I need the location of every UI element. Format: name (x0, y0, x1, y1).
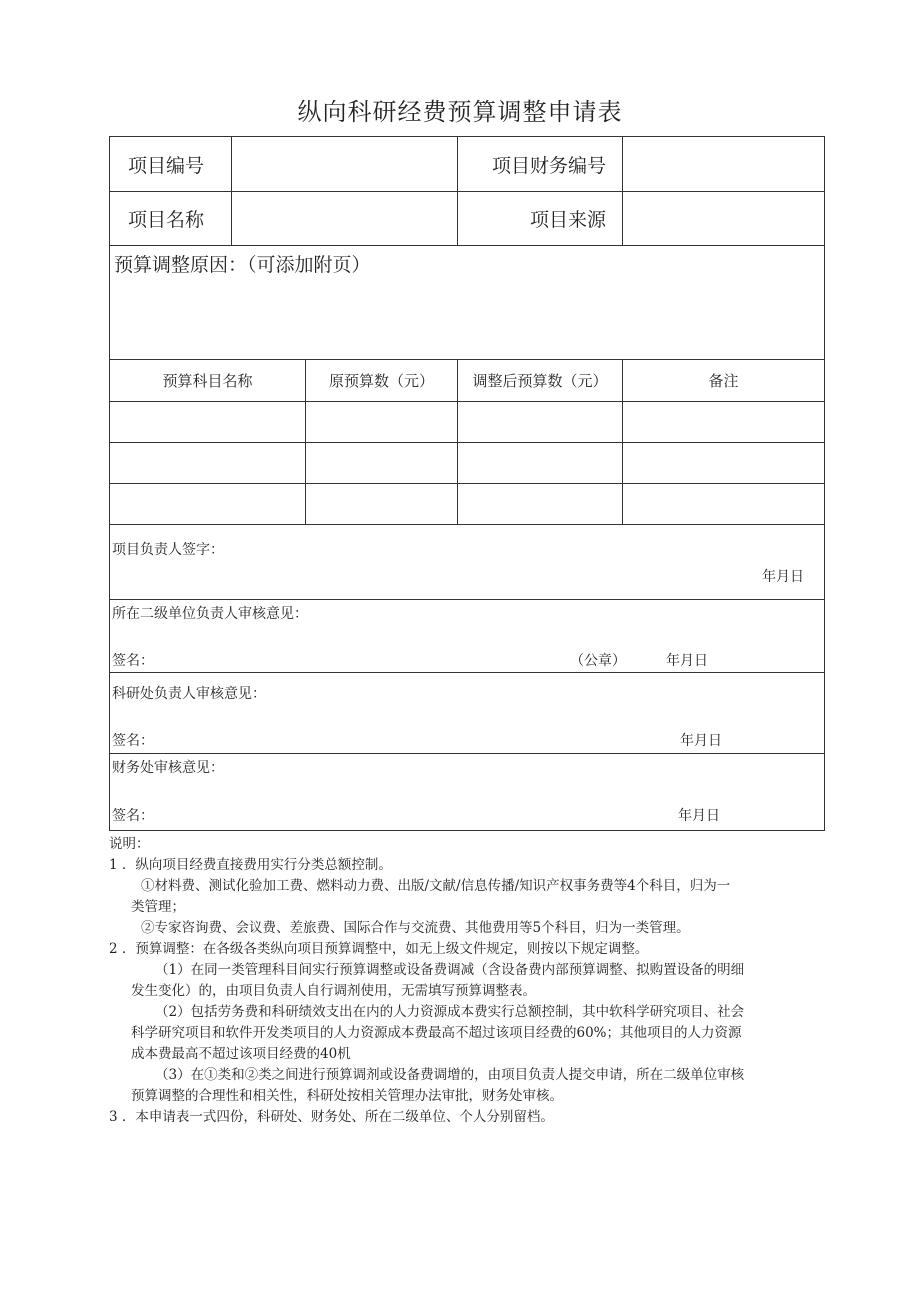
note-line: ②专家咨询费、会议费、差旅费、国际合作与交流费、其他费用等5个科目，归为一类管理。 (141, 920, 690, 936)
finance-sign-label: 签名： (112, 808, 154, 824)
reason-label: 预算调整原因：（可添加附页） (114, 254, 371, 276)
row1-original-cell[interactable] (306, 402, 458, 443)
row1-adjusted-cell[interactable] (458, 402, 623, 443)
row3-item-cell[interactable] (110, 484, 306, 525)
table-row (110, 484, 825, 525)
application-form-table (109, 136, 825, 831)
row3-adjusted-cell[interactable] (458, 484, 623, 525)
note-line: （3）在①类和②类之间进行预算调剂或设备费调增的，由项目负责人提交申请，所在二级单位审核 (155, 1067, 745, 1083)
finance-date: 年月日 (678, 808, 720, 824)
row2-original-cell[interactable] (306, 443, 458, 484)
col-header-item: 预算科目名称 (110, 360, 306, 402)
note-line: （2）包括劳务费和科研绩效支出在内的人力资源成本费实行总额控制，其中软科学研究项目、社会 (155, 1004, 745, 1020)
note-line: 发生变化）的，由项目负责人自行调剂使用，无需填写预算调整表。 (131, 983, 536, 999)
dept-date: 年月日 (666, 653, 708, 669)
finance-review-label: 财务处审核意见： (112, 760, 224, 776)
finance-review-section[interactable] (110, 754, 825, 831)
note-line: 科学研究项目和软件开发类项目的人力资源成本费最高不超过该项目经费的60%；其他项目的人力资源 (131, 1025, 742, 1041)
note-line: 3 ．本申请表一式四份，科研处、财务处、所在二级单位、个人分别留档。 (109, 1109, 554, 1125)
leader-signature-section[interactable] (110, 525, 825, 600)
row2-adjusted-cell[interactable] (458, 443, 623, 484)
note-line: 类管理； (131, 899, 185, 915)
table-row (110, 402, 825, 443)
note-line: 成本费最高不超过该项目经费的40机 (131, 1046, 351, 1062)
research-date: 年月日 (680, 733, 722, 749)
row3-remark-cell[interactable] (623, 484, 825, 525)
research-review-label: 科研处负责人审核意见： (112, 686, 266, 702)
col-header-remark: 备注 (623, 360, 825, 402)
project-name-label: 项目名称 (110, 192, 232, 246)
col-header-original: 原预算数（元） (306, 360, 458, 402)
dept-seal-label: （公章） (570, 653, 626, 669)
col-header-adjusted: 调整后预算数（元） (458, 360, 623, 402)
project-name-field[interactable] (232, 192, 458, 246)
notes-heading: 说明： (109, 836, 150, 852)
note-line: ①材料费、测试化验加工费、燃料动力费、出版/文献/信息传播/知识产权事务费等4个科目，归为一 (141, 878, 731, 894)
project-no-field[interactable] (232, 137, 458, 192)
note-line: （1）在同一类管理科目间实行预算调整或设备费调减（含设备费内部预算调整、拟购置设备的明细 (155, 962, 745, 978)
research-review-section[interactable] (110, 673, 825, 754)
row3-original-cell[interactable] (306, 484, 458, 525)
dept-sign-label: 签名： (112, 653, 154, 669)
form-title: 纵向科研经费预算调整申请表 (297, 98, 623, 126)
research-sign-label: 签名： (112, 733, 154, 749)
finance-no-field[interactable] (623, 137, 825, 192)
leader-signature-label: 项目负责人签字： (112, 542, 224, 558)
dept-review-label: 所在二级单位负责人审核意见： (112, 606, 308, 622)
project-source-field[interactable] (623, 192, 825, 246)
note-line: 预算调整的合理性和相关性，科研处按相关管理办法审批，财务处审核。 (131, 1088, 563, 1104)
note-line: 1 ．纵向项目经费直接费用实行分类总额控制。 (109, 857, 392, 873)
note-line: 2 ．预算调整：在各级各类纵向项目预算调整中，如无上级文件规定，则按以下规定调整。 (109, 941, 649, 957)
row1-item-cell[interactable] (110, 402, 306, 443)
project-source-label: 项目来源 (458, 192, 623, 246)
row2-remark-cell[interactable] (623, 443, 825, 484)
project-no-label: 项目编号 (110, 137, 232, 192)
table-row (110, 443, 825, 484)
finance-no-label: 项目财务编号 (458, 137, 623, 192)
reason-field[interactable] (110, 246, 825, 360)
row2-item-cell[interactable] (110, 443, 306, 484)
row1-remark-cell[interactable] (623, 402, 825, 443)
dept-review-section[interactable] (110, 600, 825, 673)
leader-date: 年月日 (762, 569, 804, 585)
notes-section (109, 834, 825, 1128)
